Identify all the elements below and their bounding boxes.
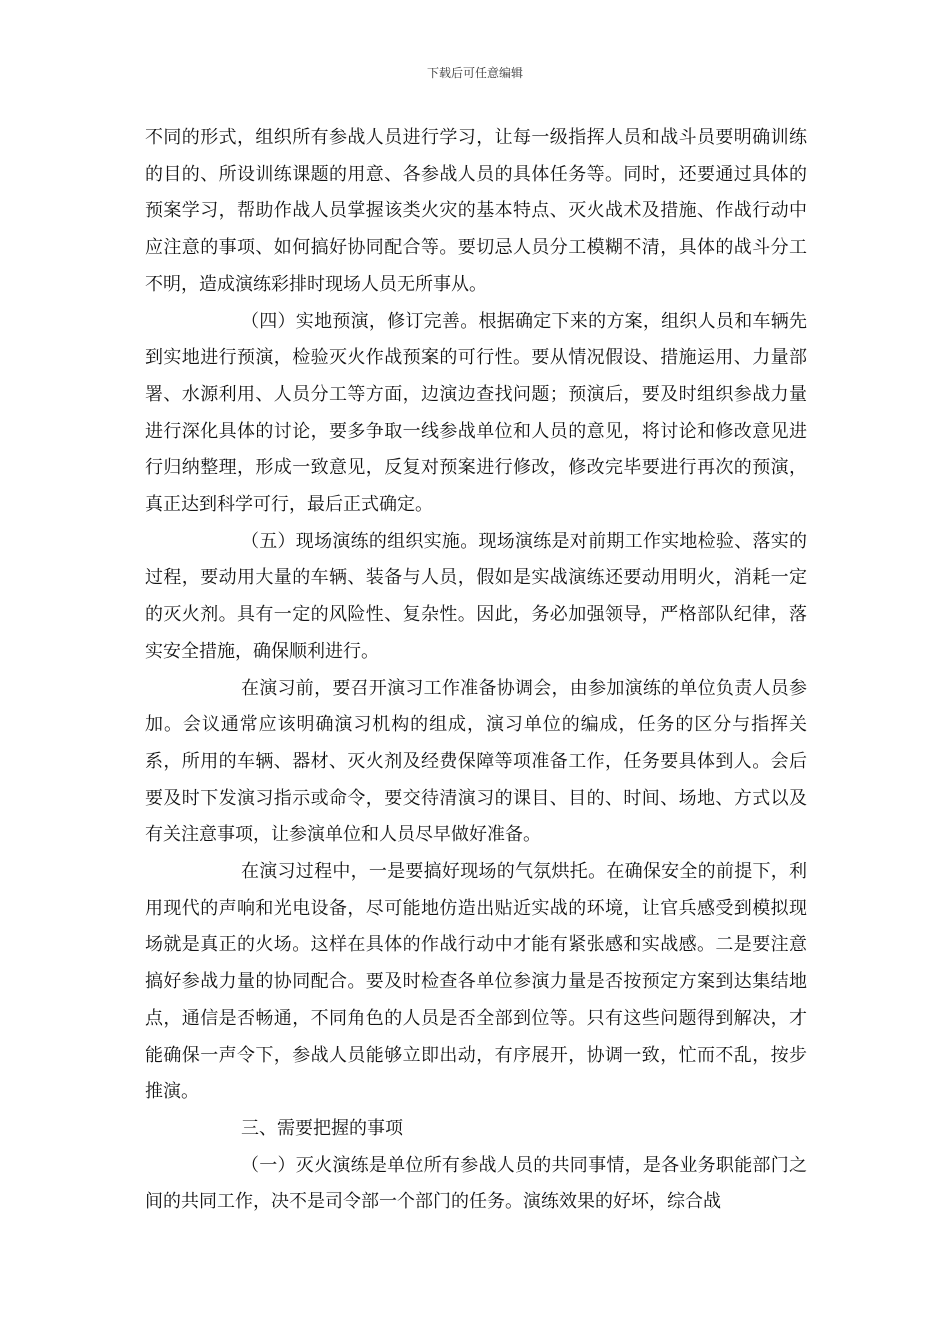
paragraph-item-1: （一）灭火演练是单位所有参战人员的共同事情，是各业务职能部门之间的共同工作，决不是司令部一个部门的任务。演练效果的好坏，综合战 xyxy=(145,1154,807,1213)
paragraph-during-drill: 在演习过程中，一是要搞好现场的气氛烘托。在确保安全的前提下，利用现代的声响和光电设备，尽可能地仿造出贴近实战的环境，让官兵感受到模拟现场就是真正的火场。这样在具体的作战行动中才能有紧张感和实战感。二是要注意搞好参战力量的协同配合。要及时检查各单位参演力量是否按预定方案到达集结地点，通信是否畅通，不同角色的人员是否全部到位等。只有这些问题得到解决，才能确保一声令下，参战人员能够立即出动，有序展开，协调一致，忙而不乱，按步推演。 xyxy=(145,861,807,1103)
paragraph-section-5: （五）现场演练的组织实施。现场演练是对前期工作实地检验、落实的过程，要动用大量的车辆、装备与人员，假如是实战演练还要动用明火，消耗一定的灭火剂。具有一定的风险性、复杂性。因此，务必加强领导，严格部队纪律，落实安全措施，确保顺利进行。 xyxy=(145,530,807,662)
paragraph-before-drill: 在演习前，要召开演习工作准备协调会，由参加演练的单位负责人员参加。会议通常应该明确演习机构的组成，演习单位的编成，任务的区分与指挥关系，所用的车辆、器材、灭火剂及经费保障等项准备工作，任务要具体到人。会后要及时下发演习指示或命令，要交待清演习的课目、目的、时间、场地、方式以及有关注意事项，让参演单位和人员尽早做好准备。 xyxy=(145,677,807,846)
paragraph-section-4: （四）实地预演，修订完善。根据确定下来的方案，组织人员和车辆先到实地进行预演，检验灭火作战预案的可行性。要从情况假设、措施运用、力量部署、水源利用、人员分工等方面，边演边查找问题；预演后，要及时组织参战力量进行深化具体的讨论，要多争取一线参战单位和人员的意见，将讨论和修改意见进行归纳整理，形成一致意见，反复对预案进行修改，修改完毕要进行再次的预演，真正达到科学可行，最后正式确定。 xyxy=(145,310,807,516)
document-body xyxy=(145,120,807,1221)
paragraph-continuation: 不同的形式，组织所有参战人员进行学习，让每一级指挥人员和战斗员要明确训练的目的、所设训练课题的用意、各参战人员的具体任务等。同时，还要通过具体的预案学习，帮助作战人员掌握该类火灾的基本特点、灭火战术及措施、作战行动中应注意的事项、如何搞好协同配合等。要切忌人员分工模糊不清，具体的战斗分工不明，造成演练彩排时现场人员无所事从。 xyxy=(145,127,807,295)
page-header: 下载后可任意编辑 xyxy=(426,66,523,80)
section-heading-3: 三、需要把握的事项 xyxy=(241,1117,403,1139)
